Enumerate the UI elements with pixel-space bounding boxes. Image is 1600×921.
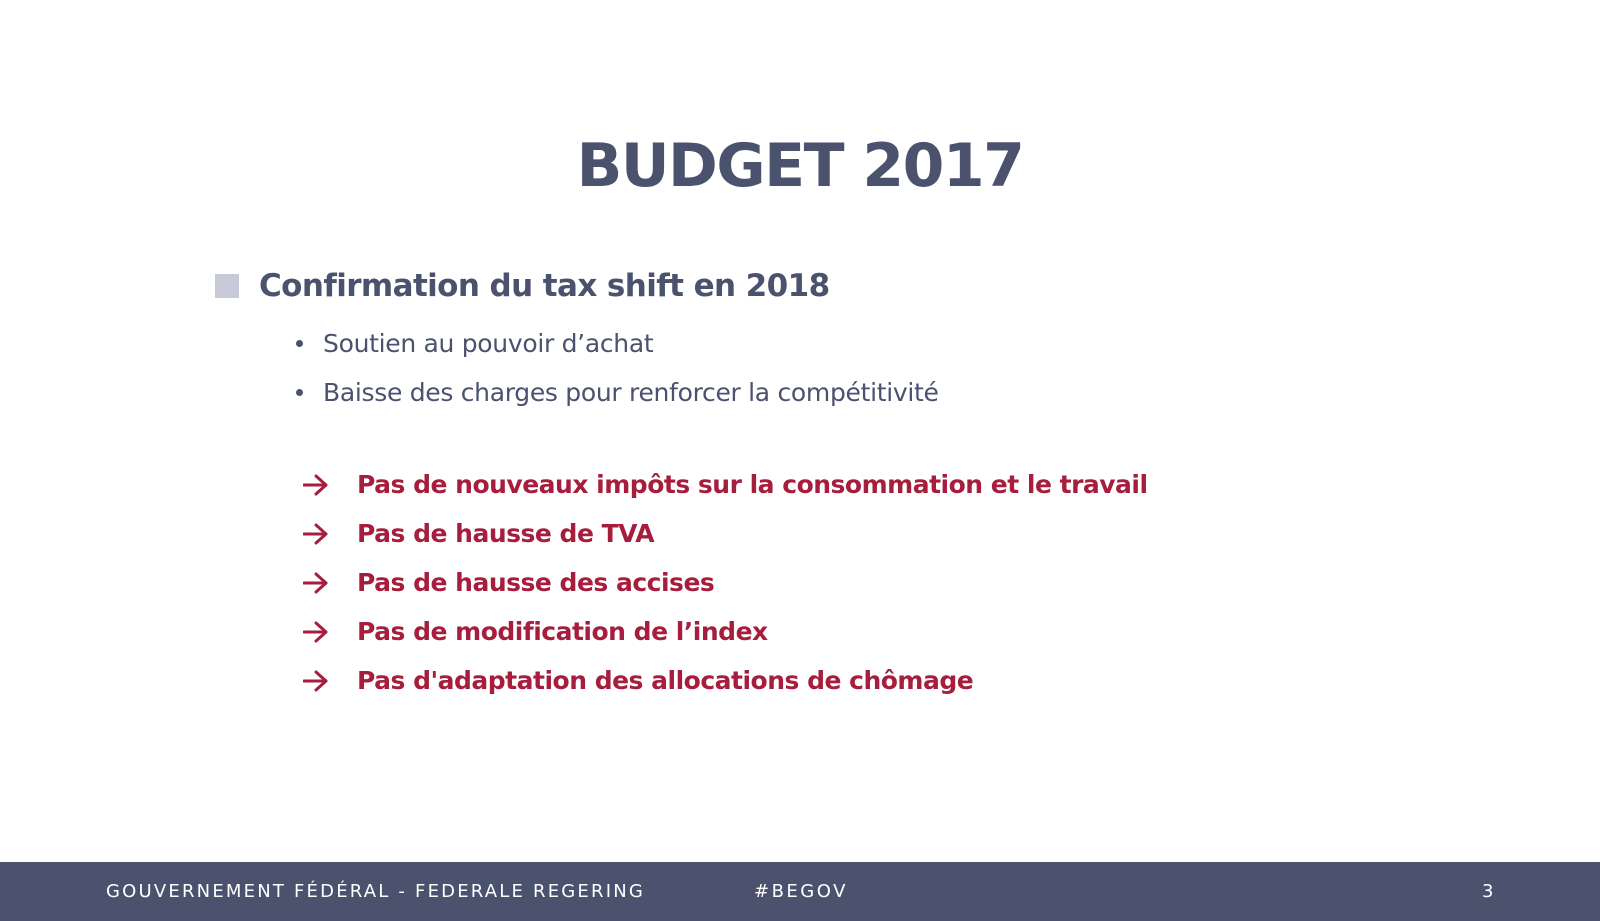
arrow-point-text: Pas de nouveaux impôts sur la consommation et le travail <box>357 470 1148 499</box>
arrow-point-text: Pas de hausse de TVA <box>357 519 655 548</box>
arrow-point-text: Pas de modification de l’index <box>357 617 768 646</box>
arrow-point-item <box>303 558 1148 607</box>
slide-title: BUDGET 2017 <box>576 131 1024 201</box>
arrow-right-icon <box>303 523 329 545</box>
footer-hashtag: #BEGOV <box>754 881 848 902</box>
sub-bullet-text: Soutien au pouvoir d’achat <box>323 329 654 358</box>
main-bullet-text: Confirmation du tax shift en 2018 <box>259 268 830 304</box>
main-bullet <box>215 265 830 307</box>
dot-bullet-icon <box>296 340 303 347</box>
sub-bullet-list <box>296 319 939 417</box>
arrow-right-icon <box>303 572 329 594</box>
arrow-point-item <box>303 460 1148 509</box>
page-number: 3 <box>1482 881 1494 902</box>
arrow-right-icon <box>303 474 329 496</box>
square-bullet-icon <box>215 274 239 298</box>
arrow-point-item <box>303 509 1148 558</box>
arrow-point-text: Pas de hausse des accises <box>357 568 715 597</box>
arrow-point-item <box>303 656 1148 705</box>
footer-bar <box>0 862 1600 921</box>
arrow-point-item <box>303 607 1148 656</box>
arrow-right-icon <box>303 621 329 643</box>
dot-bullet-icon <box>296 389 303 396</box>
sub-bullet-text: Baisse des charges pour renforcer la compétitivité <box>323 378 939 407</box>
arrow-point-text: Pas d'adaptation des allocations de chômage <box>357 666 974 695</box>
sub-bullet-item <box>296 319 939 368</box>
arrow-point-list <box>303 460 1148 705</box>
arrow-right-icon <box>303 670 329 692</box>
footer-organization: GOUVERNEMENT FÉDÉRAL - FEDERALE REGERING <box>106 881 646 902</box>
sub-bullet-item <box>296 368 939 417</box>
